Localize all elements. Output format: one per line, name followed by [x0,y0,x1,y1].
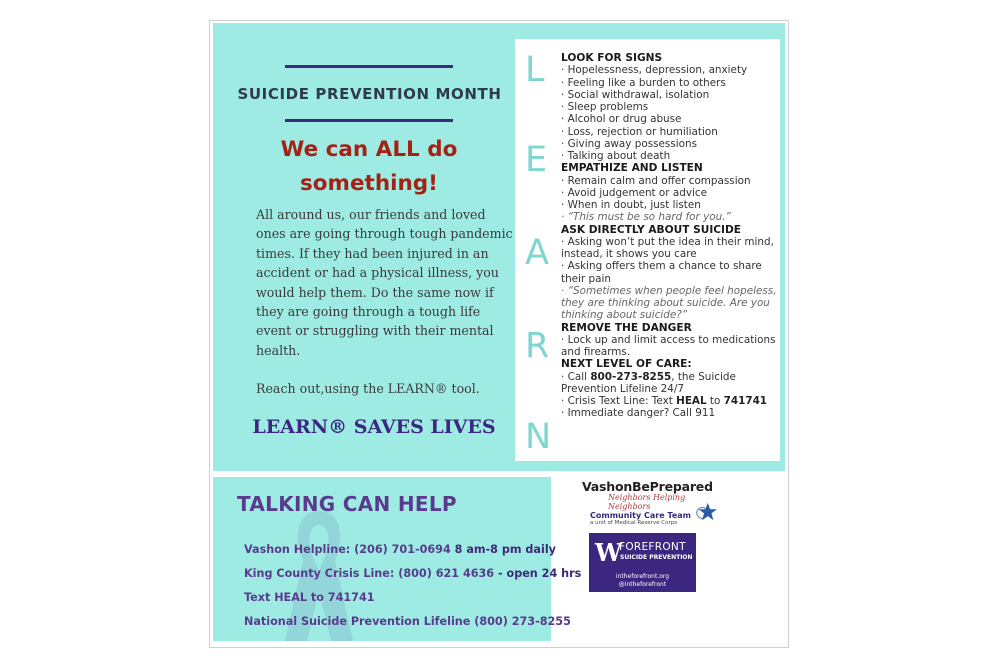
learn-letter-e: E [525,140,548,180]
section-title-next: NEXT LEVEL OF CARE: [561,358,692,371]
list-item: · Avoid judgement or advice [561,186,707,199]
learn-letter-n: N [525,417,552,457]
section-title-remove: REMOVE THE DANGER [561,321,692,334]
text-prefix: · Crisis Text Line: Text [561,395,677,407]
vbp-unit: a unit of Medical Reserve Corps [590,520,678,526]
list-item: · Talking about death [561,150,671,162]
star-icon [694,501,716,523]
month-title: SUICIDE PREVENTION MONTH [237,85,502,103]
vbp-script: Neighbors Helping Neighbors [608,493,686,511]
list-item: · Alcohol or drug abuse [561,113,682,126]
vashon-be-prepared-logo [582,479,722,529]
poster [209,20,789,648]
call-number: 800-273-8255 [590,370,672,383]
quote-text: “Sometimes when people feel hopeless, they are thinking about suicide. Are you thinking about suicide?” [561,284,777,322]
list-item: · When in doubt, just listen [561,199,701,211]
help-title: TALKING CAN HELP [237,492,457,516]
help-line-text: Text HEAL to 741741 [244,591,375,604]
list-item-text [561,395,777,407]
help-panel [213,477,582,641]
list-item: · Hopelessness, depression, anxiety [561,64,748,77]
learn-letter-a: A [525,233,549,273]
help-line-vashon [244,543,556,556]
list-item: · Asking offers them a chance to share their pain [561,260,762,285]
headline-line-2: something! [299,171,438,196]
section-title-look: LOOK FOR SIGNS [561,52,663,64]
learn-card [515,39,780,461]
section-title-ask: ASK DIRECTLY ABOUT SUICIDE [561,223,742,236]
vashon-helpline: Vashon Helpline: (206) 701-0694 [244,543,455,556]
list-item: · Sleep problems [561,101,649,113]
help-line-king-county [244,567,581,580]
list-item: · Lock up and limit access to medications and firearms. [561,333,776,358]
top-panel [213,23,785,471]
top-rule [285,65,453,68]
king-county-hours: - open 24 hrs [497,567,582,580]
forefront-logo [589,533,696,592]
reach-out-text: Reach out,using the LEARN® tool. [256,381,480,397]
quote-item: · “This must be so hard for you.” [561,211,731,224]
ff-handle: @intheforefront [618,581,667,588]
vbp-name: VashonBePrepared [582,479,713,494]
ff-sub: SUICIDE PREVENTION [620,554,693,561]
text-mid: to [706,395,724,407]
learn-letter-l: L [525,50,545,90]
list-item: · Giving away possessions [561,137,697,150]
list-item-call [561,371,777,396]
quote-item: · “Sometimes when people feel hopeless, they are thinking about suicide. Are you thinking about suicide?” [561,284,777,322]
list-item: · Social withdrawal, isolation [561,88,710,101]
list-item: · Feeling like a burden to others [561,76,726,89]
vbp-team: Community Care Team [590,511,691,520]
vashon-hours: 8 am-8 pm daily [454,543,556,556]
ff-name: FOREFRONT [619,541,686,553]
list-item: · Asking won’t put the idea in their mind, instead, it shows you care [561,235,774,260]
help-line-lifeline: National Suicide Prevention Lifeline (800) 273-8255 [244,615,571,628]
list-item: · Remain calm and offer compassion [561,174,751,187]
tagline: LEARN® SAVES LIVES [252,416,496,438]
bottom-rule [285,119,453,122]
section-title-empathize: EMPATHIZE AND LISTEN [561,162,703,175]
body-text [256,205,518,399]
headline-line-1: We can ALL do [280,137,458,162]
call-prefix: · Call [561,370,591,383]
king-county-line: King County Crisis Line: (800) 621 4636 [244,567,498,580]
text-word: HEAL [676,395,707,407]
headline [253,133,485,201]
list-item: · Loss, rejection or humiliation [561,125,718,138]
learn-letter-r: R [525,326,550,366]
quote-text: “This must be so hard for you.” [567,211,731,224]
body-paragraph: All around us, our friends and loved ones are going through tough pandemic times. If they had been injured in an accident or had a physical illness, you would help them. Do the same now if they are going through a tough life event or struggling with their mental health. [256,207,513,358]
call-suffix: , the Suicide Prevention Lifeline 24/7 [561,370,736,395]
list-item-danger: · Immediate danger? Call 911 [561,407,716,420]
text-number: 741741 [723,395,768,407]
learn-list [561,52,777,420]
uw-w-icon: W [595,538,622,567]
ff-site: intheforefront.org [615,573,670,580]
